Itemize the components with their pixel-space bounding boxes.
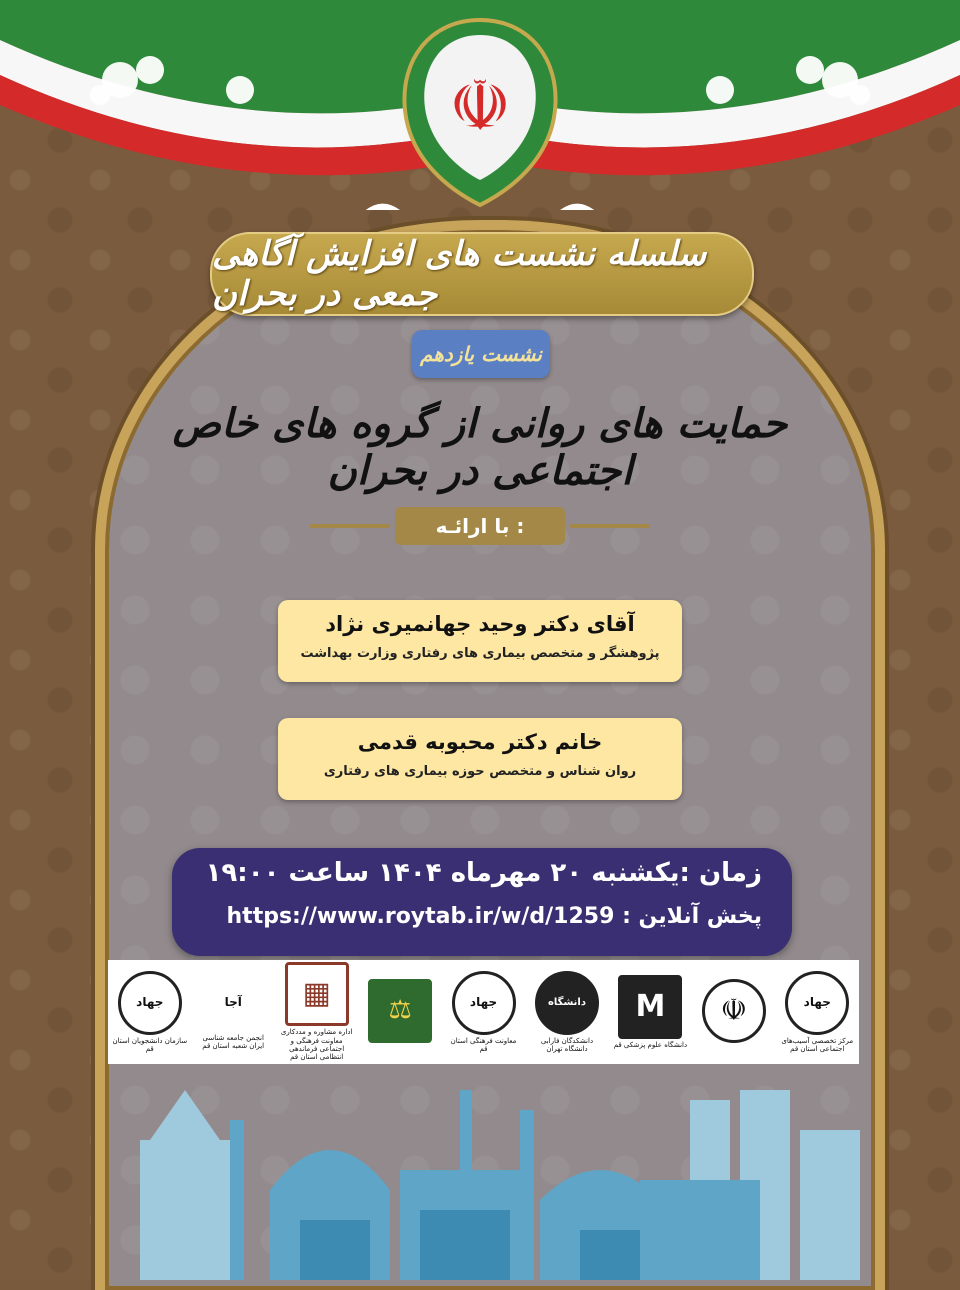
logo-caption: دانشگاه علوم پزشکی قم (613, 1040, 688, 1049)
jahad-icon: جهاد (118, 971, 182, 1035)
sponsor-logo (529, 971, 605, 1054)
sponsor-logo (696, 979, 772, 1045)
presented-by-label: با ارائـه : (435, 514, 525, 538)
jahad-icon: جهاد (452, 971, 516, 1035)
city-skyline (0, 1070, 960, 1280)
aja-icon: آجا (224, 995, 242, 1010)
jahad-icon: جهاد (785, 971, 849, 1035)
speaker-role: روان شناس و متخصص حوزه بیماری های رفتاری (323, 764, 637, 779)
police-icon: ⚖ (368, 979, 432, 1043)
logo-caption: سازمان دانشجویان استان قم (112, 1036, 188, 1053)
window-icon: ▦ (285, 962, 349, 1026)
speaker-card-2 (278, 718, 682, 800)
speaker-name: خانم دکتر محبوبه قدمی (357, 730, 603, 754)
qom-medical-icon: M (618, 975, 682, 1039)
session-label: نشست یازدهم (420, 342, 542, 366)
event-info-box (172, 848, 792, 956)
sponsor-logo (112, 971, 188, 1054)
logo-caption: اداره مشاوره و مددکاری معاونت فرهنگی و اجتماعی فرماندهی انتظامی استان قم (280, 1028, 353, 1062)
sponsor-logo (195, 974, 271, 1051)
iran-flag-drape (0, 0, 960, 210)
logo-caption: دانشکدگان فارابی دانشگاه تهران (540, 1036, 594, 1053)
speaker-name: آقای دکتر وحید جهانمیری نژاد (325, 612, 635, 636)
logo-caption: انجمن جامعه شناسی ایران شعبه استان قم (202, 1033, 265, 1050)
sponsor-logo (779, 971, 855, 1054)
sponsor-logo (362, 979, 438, 1045)
sponsor-logo (446, 971, 522, 1054)
logo-caption: معاونت فرهنگی استان قم (450, 1036, 517, 1053)
logo-caption: مرکز تخصصی آسیب‌های اجتماعی استان قم (781, 1036, 854, 1053)
online-label: پخش آنلاین : (622, 904, 762, 929)
session-number-tag (412, 330, 550, 378)
ornament-right (570, 524, 650, 528)
stream-url-link[interactable]: https://www.roytab.ir/w/d/1259 (226, 904, 615, 929)
sponsor-logo (279, 962, 355, 1062)
presented-by-bar (395, 507, 565, 545)
svg-text:☫: ☫ (448, 65, 512, 147)
event-time: زمان :یکشنبه ۲۰ مهرماه ۱۴۰۴ ساعت ۱۹:۰۰ (205, 858, 762, 888)
series-title-banner (210, 232, 754, 316)
series-title: سلسله نشست های افزایش آگاهی جمعی در بحران (212, 234, 707, 314)
tehran-uni-icon: دانشگاه (535, 971, 599, 1035)
speaker-role: پژوهشگر و متخصص بیماری های رفتاری وزارت بهداشت (300, 646, 660, 661)
main-title: حمایت های روانی از گروه های خاص اجتماعی در بحران (172, 400, 788, 494)
iran-emblem-icon: ☫ (702, 979, 766, 1043)
speaker-card-1 (278, 600, 682, 682)
sponsor-logos-strip (108, 960, 859, 1064)
ornament-left (310, 524, 390, 528)
online-stream-line (227, 904, 762, 929)
sponsor-logo (612, 975, 688, 1049)
